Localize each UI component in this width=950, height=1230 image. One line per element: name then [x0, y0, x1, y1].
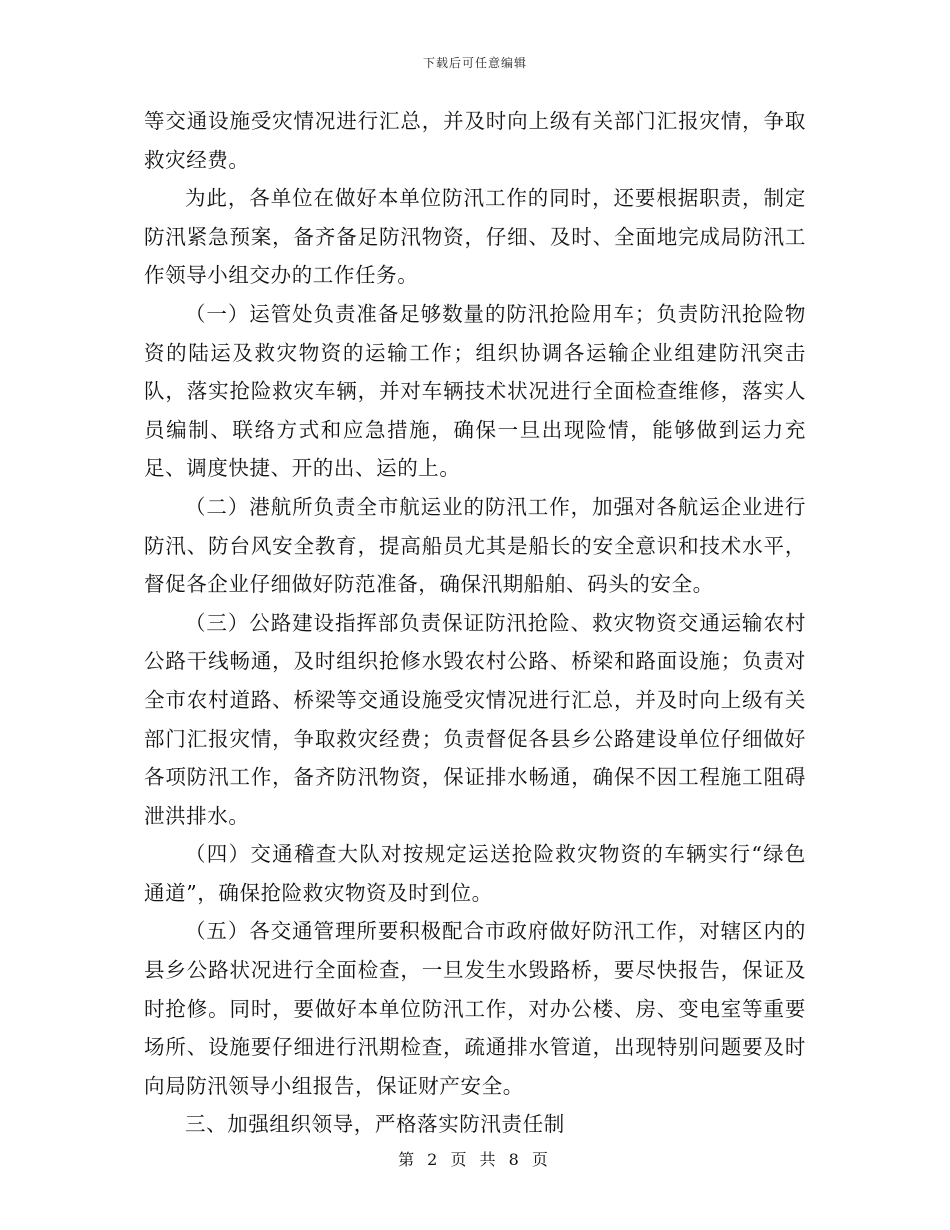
page-number: 第 2 页 共 8 页	[398, 1150, 552, 1169]
paragraph-intro: 为此，各单位在做好本单位防汛工作的同时，还要根据职责，制定防汛紧急预案，备齐备足防汛物资，仔细、及时、全面地完成局防汛工作领导小组交办的工作任务。	[144, 186, 806, 288]
paragraph-item-3: （三）公路建设指挥部负责保证防汛抢险、救灾物资交通运输农村公路干线畅通，及时组织抢修水毁农村公路、桥梁和路面设施；负责对全市农村道路、桥梁等交通设施受灾情况进行汇总，并及时向上级有关部门汇报灾情，争取救灾经费；负责督促各县乡公路建设单位仔细做好各项防汛工作，备齐防汛物资，保证排水畅通，确保不因工程施工阻碍泄洪排水。	[144, 610, 806, 828]
paragraph-continuation: 等交通设施受灾情况进行汇总，并及时向上级有关部门汇报灾情，争取救灾经费。	[144, 109, 806, 172]
paragraph-item-2: （二）港航所负责全市航运业的防汛工作，加强对各航运企业进行防汛、防台风安全教育，提高船员尤其是船长的安全意识和技术水平，督促各企业仔细做好防范准备，确保汛期船舶、码头的安全。	[144, 494, 806, 597]
paragraph-item-5: （五）各交通管理所要积极配合市政府做好防汛工作，对辖区内的县乡公路状况进行全面检查，一旦发生水毁路桥，要尽快报告，保证及时抢修。同时，要做好本单位防汛工作，对办公楼、房、变电室等重要场所、设施要仔细进行汛期检查，疏通排水管道，出现特别问题要及时向局防汛领导小组报告，保证财产安全。	[144, 919, 806, 1098]
section-heading: 三、加强组织领导，严格落实防汛责任制	[185, 1112, 565, 1137]
page-header-note: 下载后可任意编辑	[422, 56, 527, 70]
paragraph-item-1: （一）运管处负责准备足够数量的防汛抢险用车；负责防汛抢险物资的陆运及救灾物资的运输工作；组织协调各运输企业组建防汛突击队，落实抢险救灾车辆，并对车辆技术状况进行全面检查维修，落实人员编制、联络方式和应急措施，确保一旦出现险情，能够做到运力充足、调度快捷、开的出、运的上。	[144, 301, 806, 481]
paragraph-item-4: （四）交通稽查大队对按规定运送抢险救灾物资的车辆实行“绿色通道”，确保抢险救灾物资及时到位。	[144, 842, 806, 905]
document-body	[144, 102, 806, 1144]
